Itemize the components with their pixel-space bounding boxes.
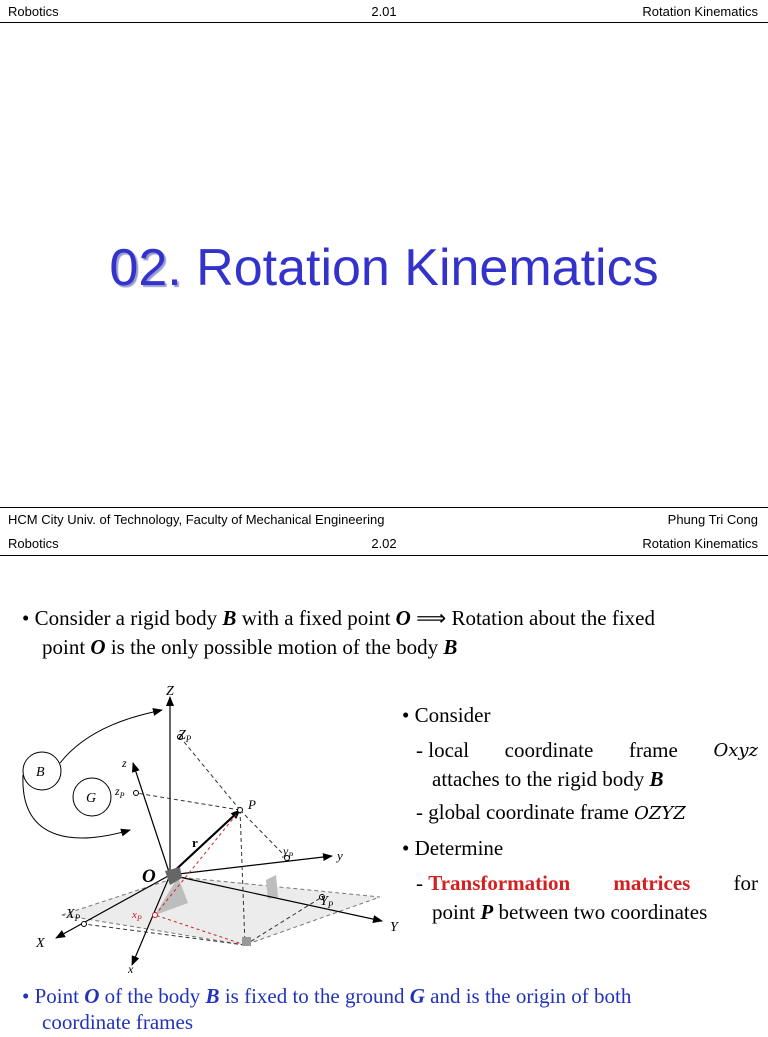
tm-group (416, 869, 570, 898)
point-symbol: O (90, 635, 106, 659)
text: of the body (99, 984, 206, 1008)
text: Point (34, 984, 85, 1008)
position-vector-r (170, 810, 240, 875)
label-zP: $z_P$ (115, 784, 125, 800)
header-course: Robotics (8, 4, 59, 19)
consider-title: Consider (414, 703, 491, 727)
shaded-wedge (266, 875, 278, 899)
header-slide-number: 2.02 (371, 536, 397, 551)
body-B-arrow (60, 710, 162, 763)
label-Y: Y (390, 920, 398, 935)
point-symbol: O (84, 984, 100, 1008)
bottom-line-2 (22, 1008, 762, 1037)
text: coordinate (504, 738, 594, 762)
body-symbol: B (649, 767, 664, 791)
slide-title (0, 238, 768, 298)
transformation-word: Transformation (428, 871, 571, 895)
text: - local (416, 738, 470, 762)
determine-heading: • Determine (402, 836, 504, 860)
label-z: z (122, 756, 127, 770)
label-xP: $x_P$ (132, 909, 142, 923)
label-r: r (192, 835, 198, 850)
intro-bullet (22, 604, 762, 662)
intro-text: Consider a rigid body (34, 606, 223, 630)
body-z-axis (133, 763, 170, 875)
intro-text: point (42, 635, 91, 659)
ground-symbol: G (409, 984, 425, 1008)
text: between two coordinates (493, 900, 708, 924)
xp-point (153, 913, 158, 918)
slide1-footer (0, 508, 768, 530)
body-symbol: B (222, 606, 237, 630)
label-x: x (128, 962, 134, 975)
label-XP: $X_P$ (66, 907, 81, 923)
intro-text: is the only possible motion of the body (105, 635, 444, 659)
ground-plane (62, 877, 380, 945)
body-y-axis (170, 856, 332, 875)
local-frame-symbol: Oxyz (713, 740, 758, 761)
text: - global coordinate frame (416, 800, 635, 824)
transformation-line (402, 869, 758, 898)
label-y: y (337, 848, 343, 863)
right-angle-marker (242, 937, 251, 946)
consider-section (402, 701, 758, 927)
text: frame (628, 738, 678, 762)
text: attaches to the rigid body (432, 767, 650, 791)
text: is fixed to the ground (219, 984, 410, 1008)
text: for (733, 871, 758, 895)
body-symbol: B (443, 635, 458, 659)
intro-line-2 (22, 633, 762, 662)
label-Z: Z (166, 684, 174, 699)
text: point (432, 900, 481, 924)
point-symbol: O (395, 606, 411, 630)
intro-text: ⟹ Rotation about the fixed (410, 606, 655, 630)
bottom-line-1: • Point O of the body B is fixed to the ground G and is the origin of both (22, 984, 632, 1008)
footer-author: Phung Tri Cong (667, 512, 758, 527)
header-topic: Rotation Kinematics (642, 4, 758, 19)
label-yP: $y_P$ (283, 844, 294, 860)
header-rule (0, 555, 768, 556)
label-P: P (248, 797, 256, 812)
global-frame-symbol: OZYZ (634, 803, 686, 824)
label-X: X (36, 936, 45, 951)
consider-heading: • Consider (402, 703, 491, 727)
bottom-bullet (22, 982, 762, 1037)
label-O: O (142, 866, 156, 887)
point-line (402, 898, 758, 927)
determine-title: Determine (414, 836, 504, 860)
label-B: B (36, 765, 45, 780)
body-symbol: B (205, 984, 220, 1008)
attach-line (402, 765, 758, 794)
coordinate-frames-figure (0, 675, 400, 975)
intro-text: with a fixed point (236, 606, 396, 630)
intro-line-1: • Consider a rigid body B with a fixed point O ⟹ Rotation about the fixed (22, 606, 655, 630)
footer-institution: HCM City Univ. of Technology, Faculty of Mechanical Engineering (8, 512, 385, 527)
text: and is the origin of both (424, 984, 632, 1008)
header-course: Robotics (8, 536, 59, 551)
slide1-header (0, 0, 768, 22)
header-topic: Rotation Kinematics (642, 536, 758, 551)
text: coordinate frames (42, 1010, 194, 1034)
point-symbol: P (480, 900, 494, 924)
title-number: 02. (109, 239, 182, 297)
title-text: Rotation Kinematics (181, 239, 659, 297)
text: - (416, 871, 429, 895)
global-frame-line (402, 798, 758, 828)
label-YP: $Y_P$ (320, 894, 334, 910)
matrices-word: matrices (613, 871, 691, 895)
header-slide-number: 2.01 (371, 4, 397, 19)
header-rule (0, 22, 768, 23)
label-ZP: $Z_P$ (178, 728, 192, 744)
local-frame-line (402, 736, 758, 765)
label-G: G (86, 791, 97, 806)
slide2-header (0, 532, 768, 554)
